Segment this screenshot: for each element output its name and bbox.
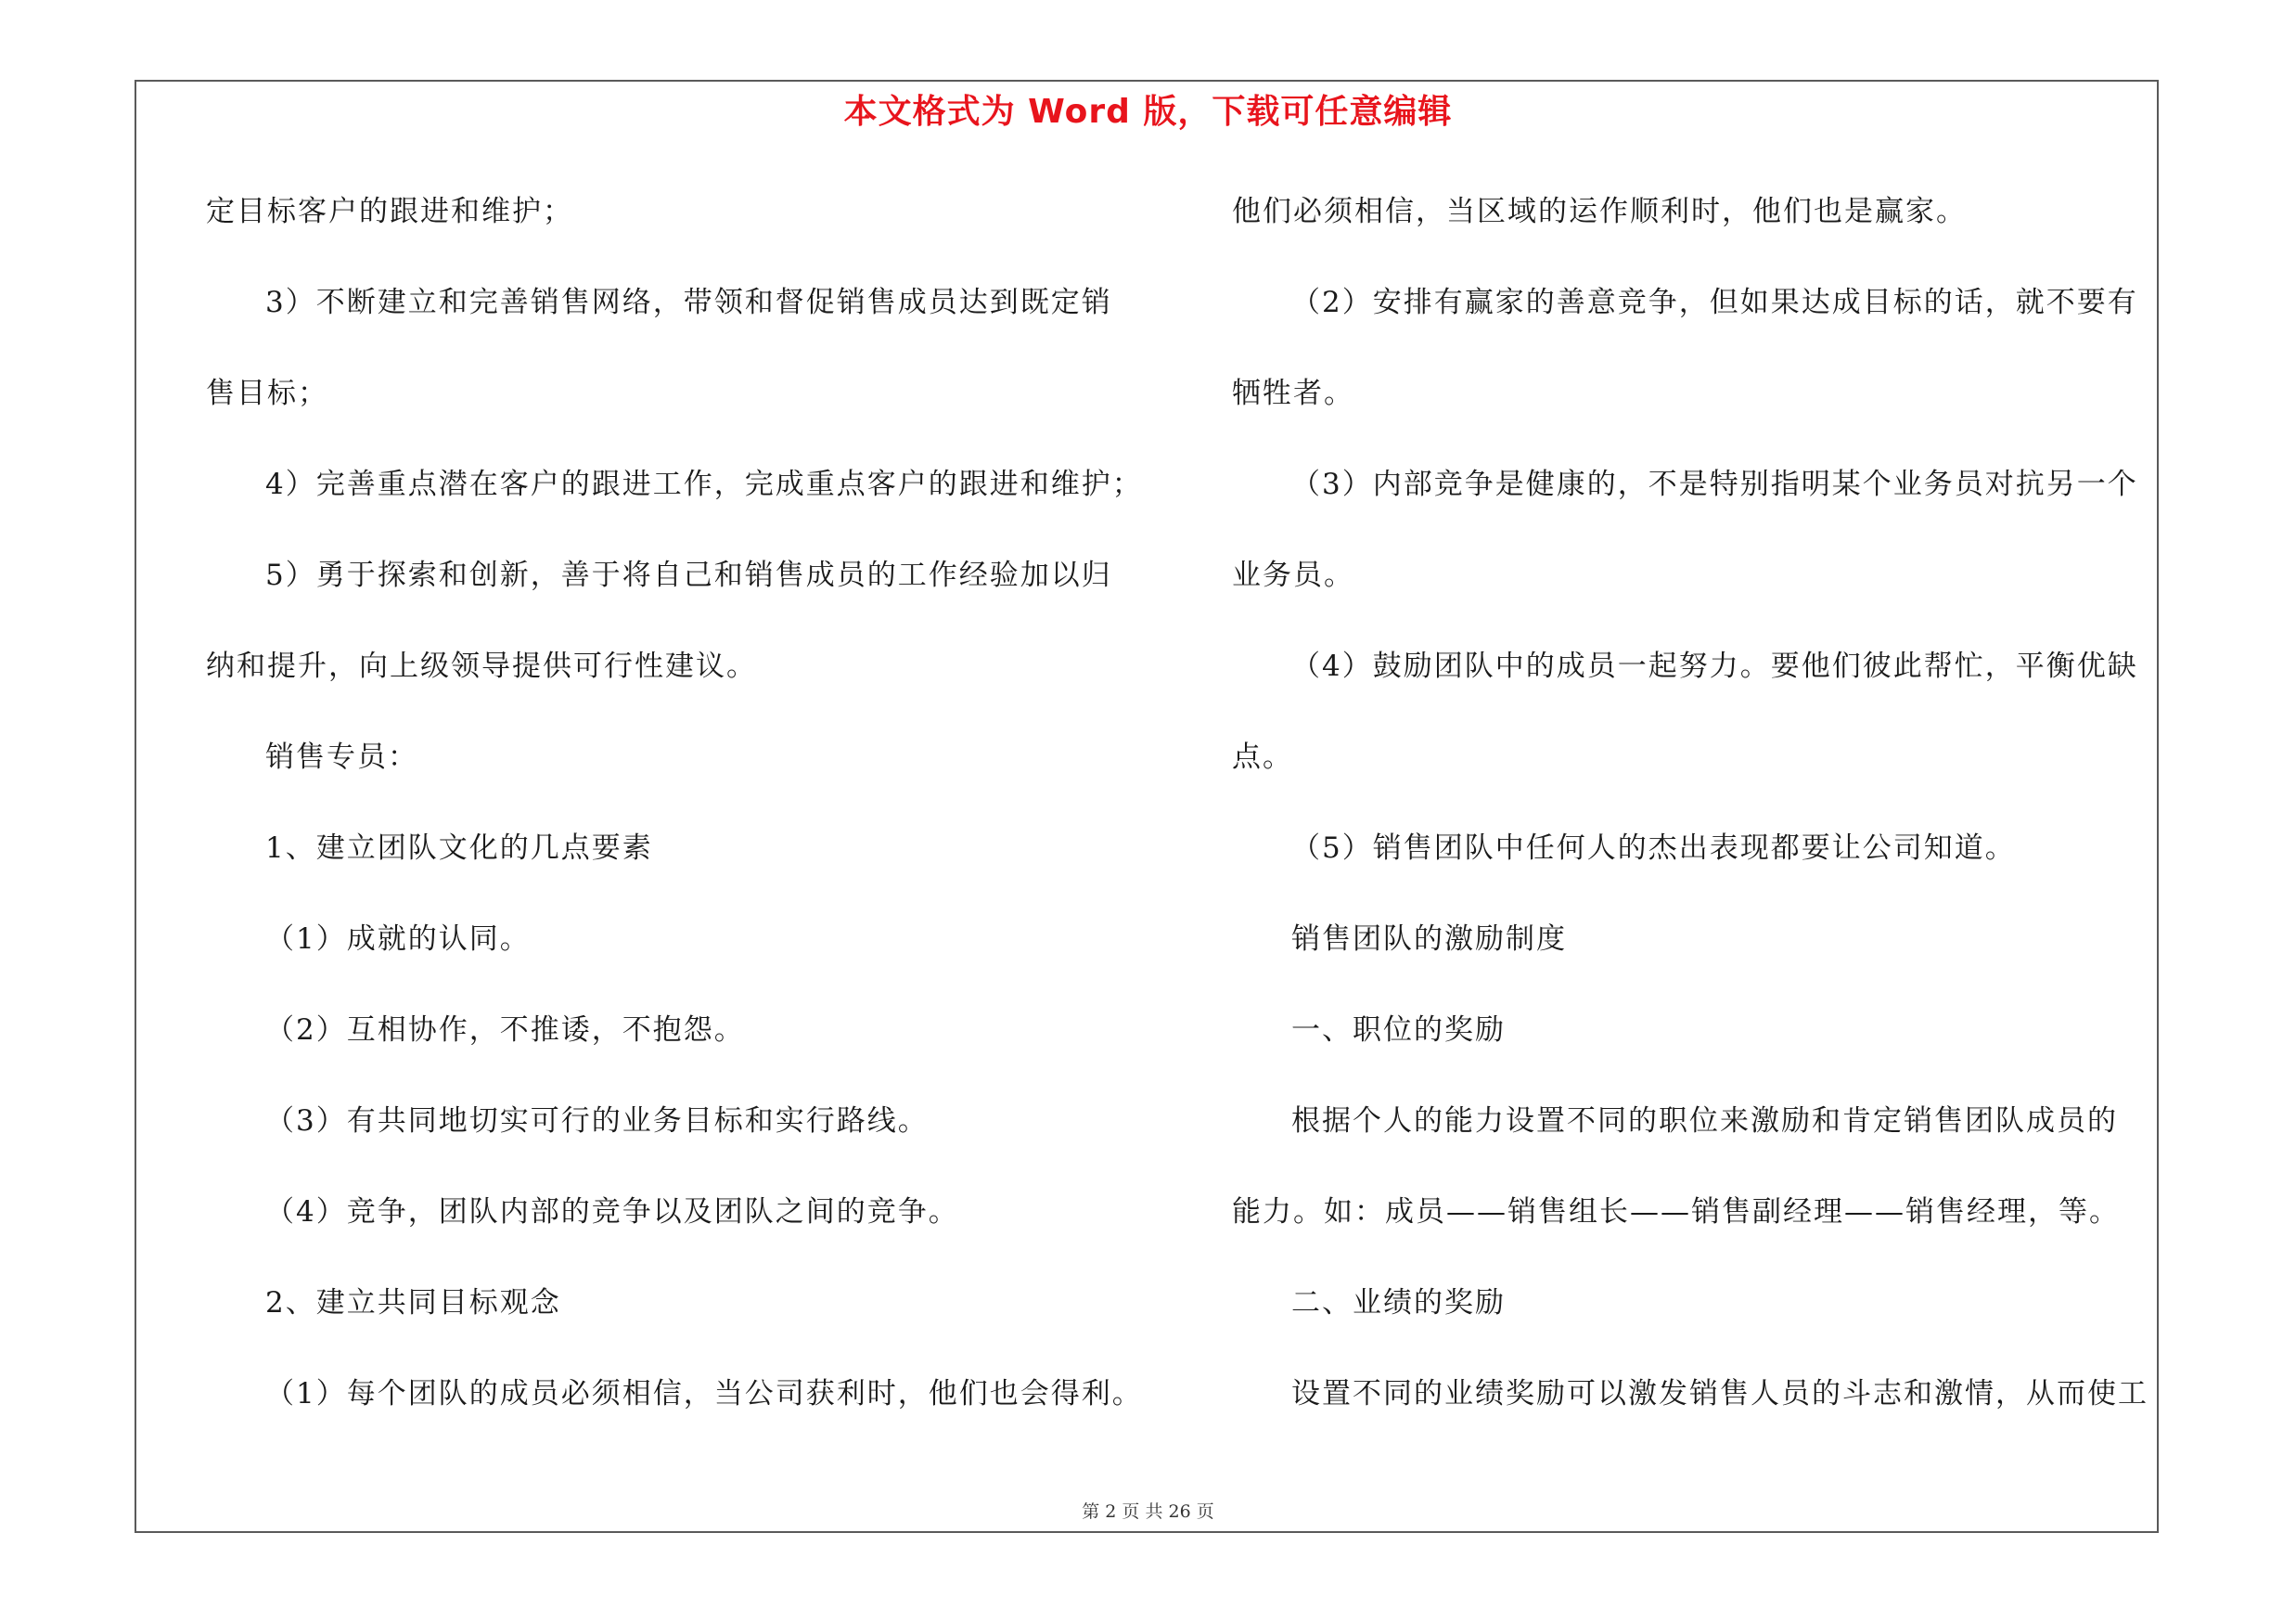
- right-column-line: 根据个人的能力设置不同的职位来激励和肯定销售团队成员的: [1291, 1104, 2118, 1138]
- right-column-line: 二、业绩的奖励: [1291, 1286, 1506, 1320]
- right-column-line: （3）内部竞争是健康的，不是特别指明某个业务员对抗另一个: [1291, 468, 2138, 501]
- left-column-line: （3）有共同地切实可行的业务目标和实行路线。: [265, 1104, 929, 1138]
- right-column-line: 设置不同的业绩奖励可以激发销售人员的斗志和激情，从而使工: [1291, 1377, 2148, 1410]
- right-column-line: 业务员。: [1232, 559, 1354, 592]
- right-column-line: 牺牲者。: [1232, 377, 1354, 410]
- format-banner: 本文格式为 Word 版，下载可任意编辑: [843, 93, 1453, 131]
- left-column-line: 1、建立团队文化的几点要素: [265, 831, 653, 865]
- left-column-line: 4）完善重点潜在客户的跟进工作，完成重点客户的跟进和维护；: [265, 468, 1143, 501]
- right-column-line: （5）销售团队中任何人的杰出表现都要让公司知道。: [1291, 831, 2016, 865]
- left-column-line: 定目标客户的跟进和维护；: [206, 195, 573, 228]
- right-column-line: 能力。如：成员——销售组长——销售副经理——销售经理，等。: [1232, 1195, 2120, 1229]
- left-column-line: （1）成就的认同。: [265, 922, 531, 956]
- left-column-line: 3）不断建立和完善销售网络，带领和督促销售成员达到既定销: [265, 286, 1112, 319]
- page-footer: 第 2 页 共 26 页: [1082, 1501, 1214, 1522]
- left-column-line: （4）竞争，团队内部的竞争以及团队之间的竞争。: [265, 1195, 959, 1229]
- right-column-line: 一、职位的奖励: [1291, 1013, 1506, 1047]
- left-column-line: 5）勇于探索和创新，善于将自己和销售成员的工作经验加以归: [265, 559, 1112, 592]
- left-column-line: 销售专员：: [265, 741, 418, 774]
- left-column-line: （2）互相协作，不推诿，不抱怨。: [265, 1013, 745, 1047]
- left-column-line: （1）每个团队的成员必须相信，当公司获利时，他们也会得利。: [265, 1377, 1143, 1410]
- right-column-line: （2）安排有赢家的善意竞争，但如果达成目标的话，就不要有: [1291, 286, 2138, 319]
- right-column: [1232, 184, 2164, 1457]
- left-column-line: 2、建立共同目标观念: [265, 1286, 561, 1320]
- left-column-line: 纳和提升，向上级领导提供可行性建议。: [206, 650, 757, 683]
- right-column-line: 点。: [1232, 741, 1293, 774]
- left-column: [206, 184, 1143, 1457]
- right-column-line: 销售团队的激励制度: [1291, 922, 1567, 956]
- right-column-line: 他们必须相信，当区域的运作顺利时，他们也是赢家。: [1232, 195, 1967, 228]
- right-column-line: （4）鼓励团队中的成员一起努力。要他们彼此帮忙，平衡优缺: [1291, 650, 2138, 683]
- left-column-line: 售目标；: [206, 377, 328, 410]
